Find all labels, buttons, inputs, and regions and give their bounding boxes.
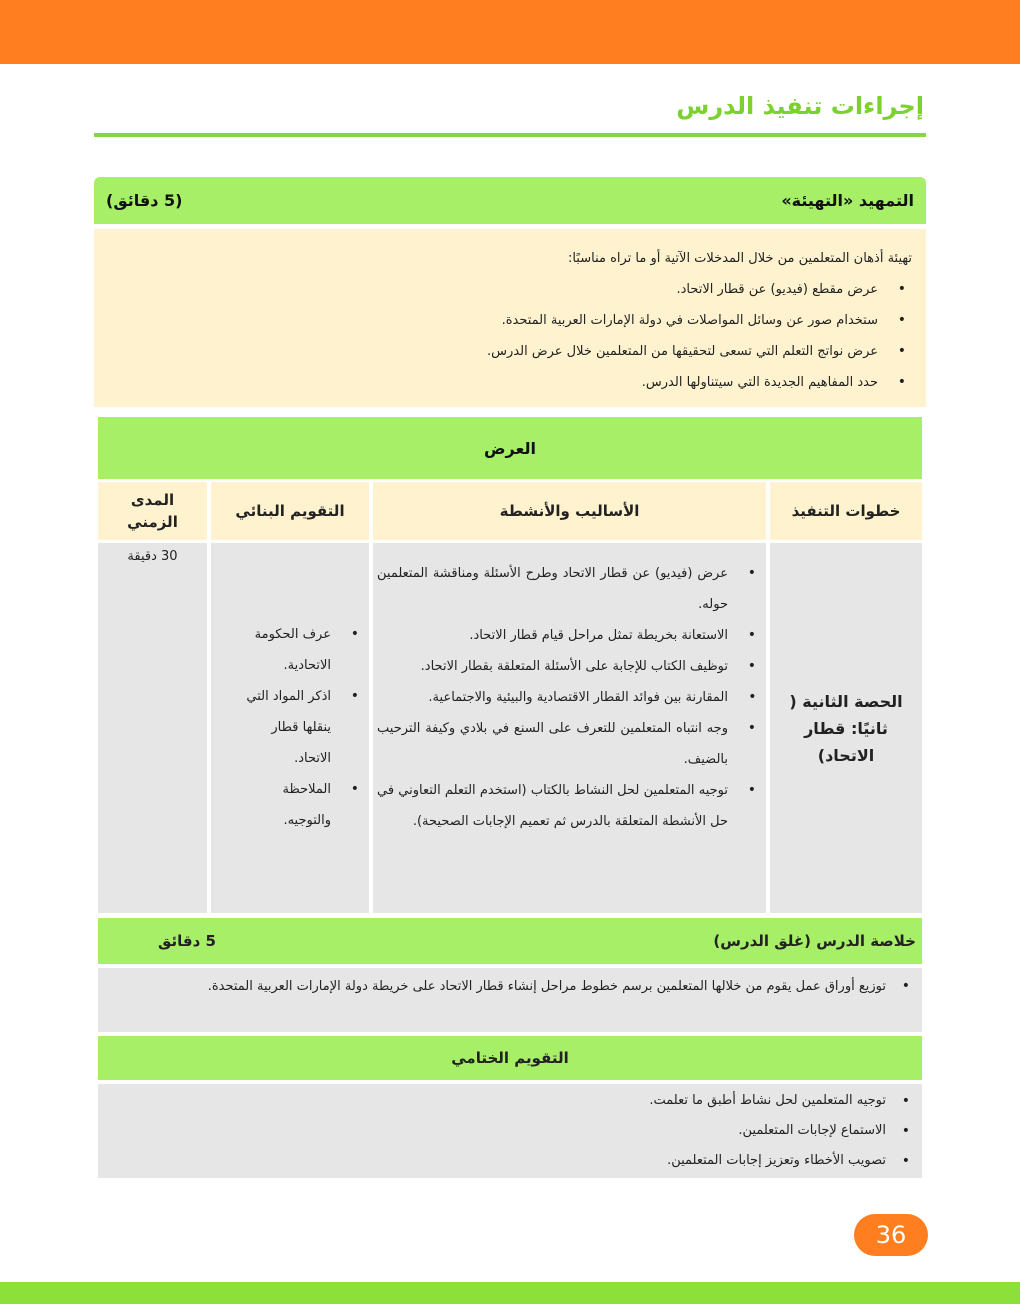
list-item: • الاستعانة بخريطة تمثل مراحل قيام قطار الاتحاد. (377, 620, 762, 651)
final-assessment-list (104, 1086, 916, 1176)
bottom-color-bar (0, 1282, 1020, 1304)
page-number: 36 (854, 1214, 928, 1256)
list-item: • عرض نواتج التعلم التي تسعى لتحقيقها من المتعلمين خلال عرض الدرس. (108, 336, 912, 367)
column-header-duration: المدى الزمني (98, 482, 207, 540)
presentation-header: العرض (98, 417, 922, 479)
list-item: • المقارنة بين فوائد القطار الاقتصادية والبيئية والاجتماعية. (377, 682, 762, 713)
column-header-methods: الأساليب والأنشطة (373, 482, 766, 540)
summary-body (98, 968, 922, 1032)
list-item: • تصويب الأخطاء وتعزيز إجابات المتعلمين. (104, 1146, 916, 1176)
list-item: • وجه انتباه المتعلمين للتعرف على السنع في بلادي وكيفة الترحيب بالضيف. (377, 713, 762, 775)
list-item: • توجيه المتعلمين لحل نشاط أطبق ما تعلمت. (104, 1086, 916, 1116)
intro-lead: تهيئة أذهان المتعلمين من خلال المدخلات الآتية أو ما تراه مناسبًا: (567, 251, 912, 266)
list-item: • ستخدام صور عن وسائل المواصلات في دولة الإمارات العربية المتحدة. (108, 305, 912, 336)
list-item: • عرض مقطع (فيديو) عن قطار الاتحاد. (108, 274, 912, 305)
intro-header (94, 177, 926, 224)
list-item: • توجيه المتعلمين لحل النشاط بالكتاب (استخدم التعلم التعاوني في حل الأنشطة المتعلقة بالدرس ثم تعميم الإجابات الصحيحة). (377, 775, 762, 837)
summary-list (104, 972, 916, 1001)
cell-step (770, 543, 922, 913)
list-item: • توزيع أوراق عمل يقوم من خلالها المتعلمين برسم خطوط مراحل إنشاء قطار الاتحاد على خريطة دولة الإمارات العربية المتحدة. (104, 972, 916, 1001)
list-item: • الملاحظة والتوجيه. (233, 774, 365, 836)
title-divider (94, 133, 926, 137)
summary-header (98, 918, 922, 964)
list-item: • حدد المفاهيم الجديدة التي سيتناولها الدرس. (108, 367, 912, 398)
top-color-bar (0, 0, 1020, 64)
assessment-list (233, 619, 365, 836)
column-header-steps: خطوات التنفيذ (770, 482, 922, 540)
intro-title: التمهيد «التهيئة» (781, 191, 914, 210)
intro-body (94, 229, 926, 407)
list-item: • توظيف الكتاب للإجابة على الأسئلة المتعلقة بقطار الاتحاد. (377, 651, 762, 682)
cell-assessment (211, 543, 369, 913)
list-item: • اذكر المواد التي ينقلها قطار الاتحاد. (233, 681, 365, 774)
list-item: • الاستماع لإجابات المتعلمين. (104, 1116, 916, 1146)
cell-activities (373, 543, 766, 913)
page-title: إجراءات تنفيذ الدرس (676, 92, 924, 120)
summary-title: خلاصة الدرس (غلق الدرس) (713, 932, 916, 950)
intro-duration: (5 دقائق) (106, 191, 183, 210)
cell-duration (98, 543, 207, 913)
column-header-assessment: التقويم البنائي (211, 482, 369, 540)
final-assessment-body (98, 1084, 922, 1178)
list-item: • عرف الحكومة الاتحادية. (233, 619, 365, 681)
intro-list (108, 274, 912, 398)
list-item: • عرض (فيديو) عن قطار الاتحاد وطرح الأسئلة ومناقشة المتعلمين حوله. (377, 558, 762, 620)
final-assessment-header: التقويم الختامي (98, 1036, 922, 1080)
summary-duration: 5 دقائق (158, 932, 216, 950)
step-label: الحصة الثانية ( ثانيًا: قطار الاتحاد) (789, 691, 903, 765)
duration-value: 30 دقيقة (127, 549, 178, 564)
activities-list (377, 558, 762, 837)
